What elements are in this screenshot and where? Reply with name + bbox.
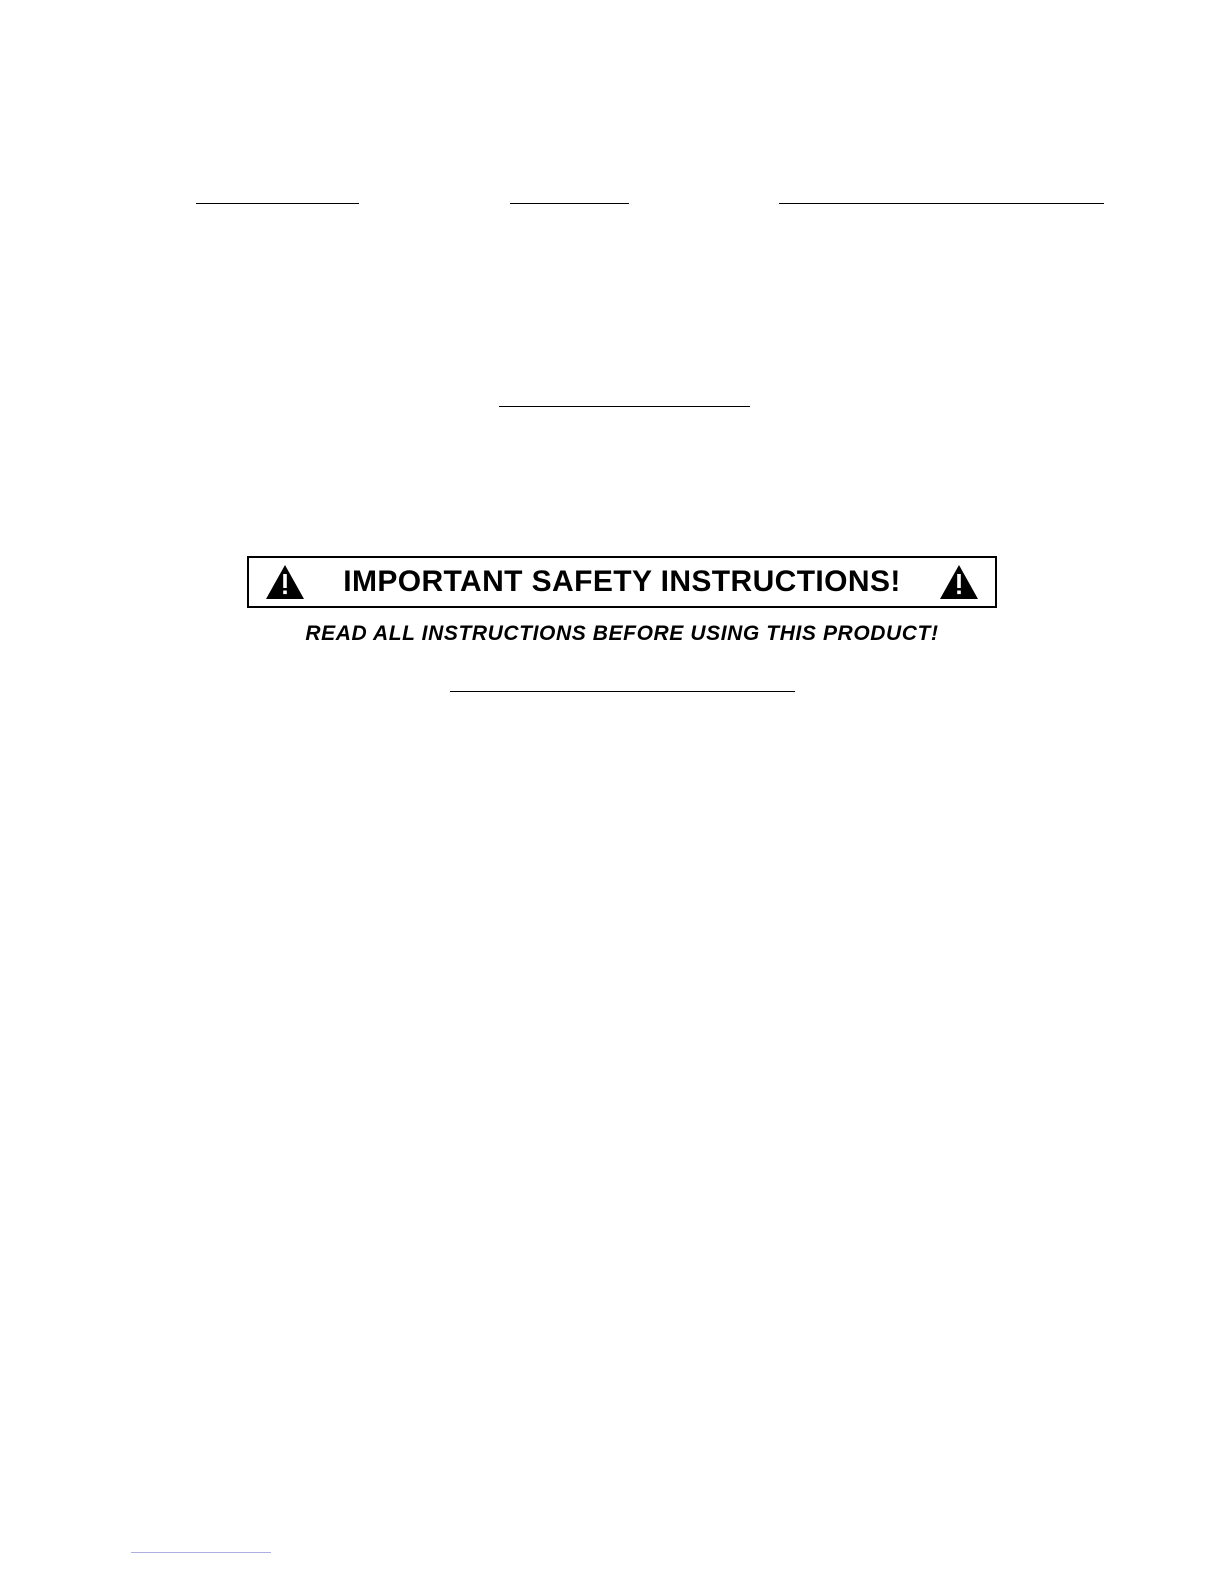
footer-link-underline[interactable] <box>131 1552 271 1553</box>
horizontal-rule-top-right <box>779 203 1104 204</box>
safety-banner <box>247 556 997 608</box>
safety-subtitle: READ ALL INSTRUCTIONS BEFORE USING THIS PRODUCT! <box>305 622 939 645</box>
warning-triangle-icon <box>265 564 305 600</box>
horizontal-rule-bottom <box>450 691 795 692</box>
horizontal-rule-top-left <box>196 203 359 204</box>
horizontal-rule-top-middle <box>510 203 629 204</box>
warning-triangle-icon <box>939 564 979 600</box>
safety-banner-title: IMPORTANT SAFETY INSTRUCTIONS! <box>343 565 901 598</box>
horizontal-rule-middle <box>499 406 750 407</box>
